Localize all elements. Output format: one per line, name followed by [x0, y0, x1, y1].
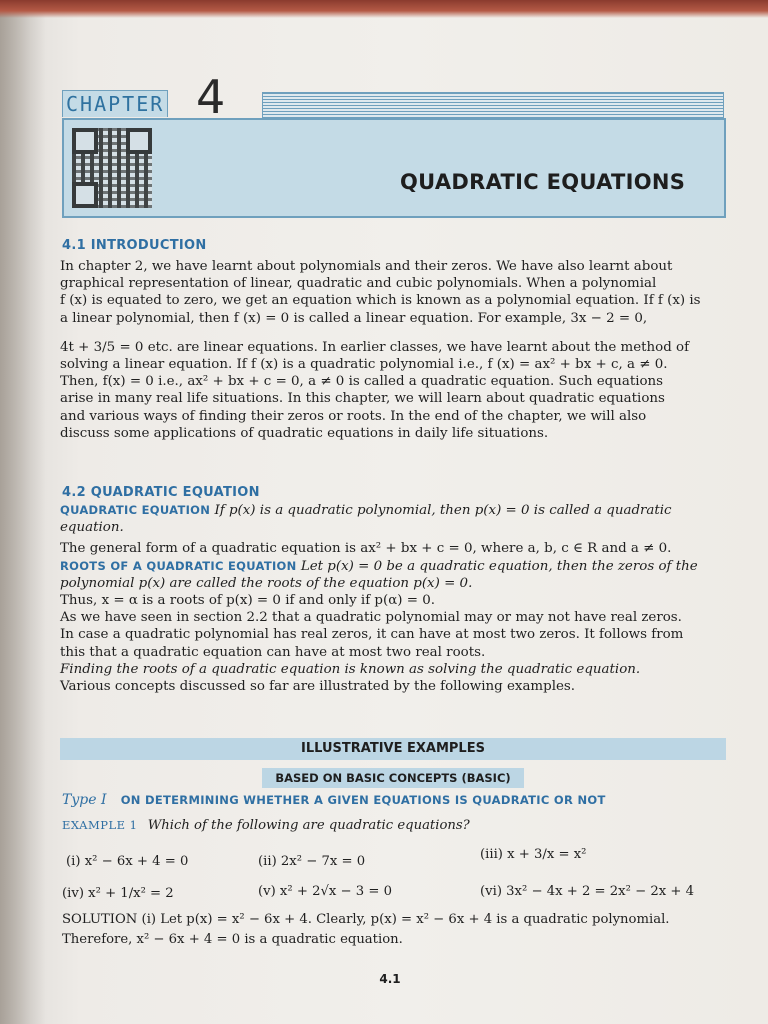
page-number: 4.1: [379, 972, 401, 986]
text-line: Thus, x = α is a roots of p(x) = 0 if and only if p(α) = 0.: [60, 593, 435, 609]
text-line: 4t + 3/5 = 0 etc. are linear equations. In earlier classes, we have learnt about the method of: [60, 339, 690, 355]
illustrative-examples-bar: ILLUSTRATIVE EXAMPLES: [60, 738, 726, 760]
qr-corner: [126, 128, 152, 154]
definition-line: [60, 502, 726, 519]
text-line: and various ways of finding their zeros or roots. In the end of the chapter, we will also: [60, 408, 647, 424]
text-line: equation.: [60, 520, 124, 536]
text-line: Then, f(x) = 0 i.e., ax² + bx + c = 0, a ≠ 0 is called a quadratic equation. Such equations: [60, 374, 664, 390]
qr-code-icon[interactable]: [72, 128, 152, 208]
example-line: [62, 818, 470, 833]
definition-paragraph: [60, 502, 726, 695]
text-line: In case a quadratic polynomial has real zeros, it can have at most two zeros. It follows from: [60, 627, 684, 643]
text-line: In chapter 2, we have learnt about polynomials and their zeros. We have also learnt about: [60, 259, 673, 274]
solution-line: Therefore, x² − 6x + 4 = 0 is a quadratic equation.: [62, 932, 403, 947]
text-line: this that a quadratic equation can have at most two real roots.: [60, 644, 486, 660]
question-item: (iii) x + 3/x = x²: [480, 847, 587, 862]
qr-corner: [72, 128, 98, 154]
text-line: Various concepts discussed so far are illustrated by the following examples.: [60, 679, 576, 695]
text-line: graphical representation of linear, quadratic and cubic polynomials. When a polynomial: [60, 276, 657, 292]
general-form-line: The general form of a quadratic equation is ax² + bx + c = 0, where a, b, c ∈ R and a ≠ 0.: [60, 541, 672, 557]
header-stripes: [262, 92, 724, 120]
basic-concepts-bar: BASED ON BASIC CONCEPTS (BASIC): [262, 768, 524, 788]
type-text: ON DETERMINING WHETHER A GIVEN EQUATIONS IS QUADRATIC OR NOT: [120, 793, 606, 807]
text-line: polynomial p(x) are called the roots of the equation p(x) = 0.: [60, 575, 473, 591]
chapter-number: 4: [196, 70, 226, 124]
section-heading-introduction: 4.1 INTRODUCTION: [62, 238, 207, 253]
text-line: solving a linear equation. If f (x) is a quadratic polynomial i.e., f (x) = ax² + bx + c, a ≠ 0.: [60, 357, 668, 373]
question-item: (iv) x² + 1/x² = 2: [62, 886, 174, 901]
example-text: Which of the following are quadratic equations?: [147, 818, 470, 833]
example-label: EXAMPLE 1: [62, 818, 138, 832]
roots-label: ROOTS OF A QUADRATIC EQUATION: [60, 558, 297, 573]
definition-text: If p(x) is a quadratic polynomial, then p(x) = 0 is called a quadratic: [214, 503, 672, 518]
chapter-header-box: [62, 118, 726, 218]
introduction-paragraph: [60, 258, 726, 442]
definition-label: QUADRATIC EQUATION: [60, 503, 211, 517]
solution-line: SOLUTION (i) Let p(x) = x² − 6x + 4. Clearly, p(x) = x² − 6x + 4 is a quadratic polynomial.: [62, 912, 670, 927]
text-line: discuss some applications of quadratic equations in daily life situations.: [60, 425, 549, 441]
roots-line: [60, 558, 726, 575]
type-label: Type I: [62, 792, 107, 808]
text-line: arise in many real life situations. In this chapter, we will learn about quadratic equations: [60, 391, 665, 407]
text-line: Finding the roots of a quadratic equation is known as solving the quadratic equation.: [60, 661, 641, 677]
chapter-label: CHAPTER: [62, 90, 168, 117]
section-heading-quadratic-equation: 4.2 QUADRATIC EQUATION: [62, 485, 260, 500]
page-top-edge: [0, 0, 768, 18]
qr-corner: [72, 182, 98, 208]
question-item: (v) x² + 2√x − 3 = 0: [258, 884, 392, 899]
question-item: (i) x² − 6x + 4 = 0: [66, 854, 189, 869]
type-line: [62, 792, 606, 808]
text-line: As we have seen in section 2.2 that a quadratic polynomial may or may not have real zeros.: [60, 610, 682, 626]
question-item: (vi) 3x² − 4x + 2 = 2x² − 2x + 4: [480, 884, 694, 899]
text-line: a linear polynomial, then f (x) = 0 is called a linear equation. For example, 3x − 2 = 0,: [60, 310, 648, 326]
text-line: f (x) is equated to zero, we get an equation which is known as a polynomial equation. If f (x) is: [60, 293, 701, 309]
question-item: (ii) 2x² − 7x = 0: [258, 854, 366, 869]
roots-text: Let p(x) = 0 be a quadratic equation, then the zeros of the: [300, 558, 698, 574]
chapter-title: QUADRATIC EQUATIONS: [400, 170, 686, 194]
